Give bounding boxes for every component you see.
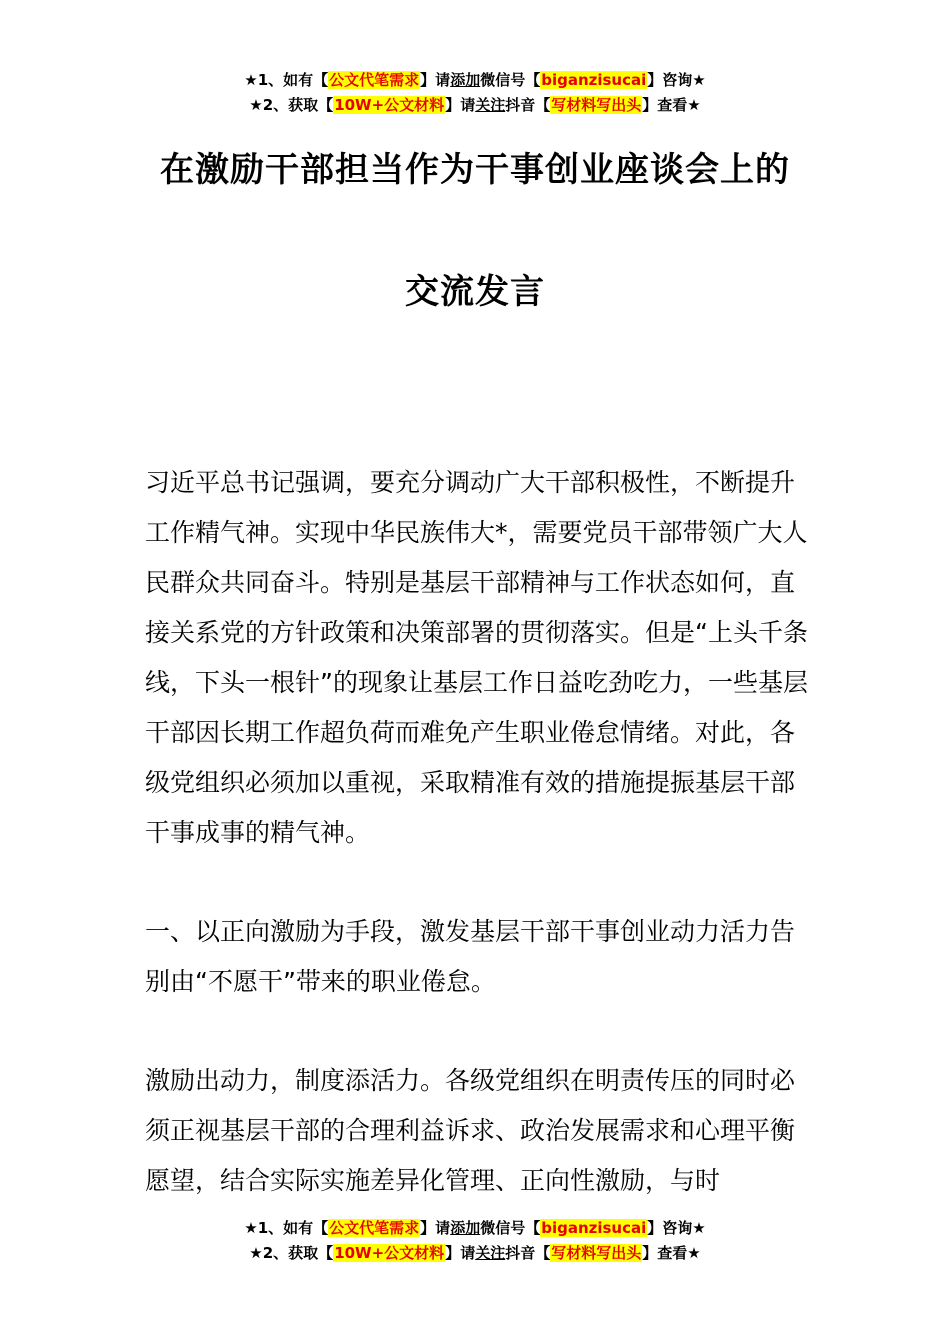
paragraph-text: 一、以正向激励为手段，激发基层干部干事创业动力活力告别由“不愿干”带来的职业倦怠。 bbox=[145, 917, 796, 996]
section-heading-1 bbox=[145, 907, 810, 1007]
promo-highlight: 公文代笔需求 bbox=[329, 71, 420, 89]
promo-douyin-account: 写材料写出头 bbox=[551, 96, 642, 114]
promo-underlined-text: 关注 bbox=[475, 1244, 506, 1262]
promo-line-1 bbox=[0, 68, 950, 93]
document-title-line-2: 交流发言 bbox=[405, 272, 545, 312]
promo-text: 微信号【 bbox=[480, 1219, 541, 1237]
promo-text: ★1、如有【 bbox=[244, 71, 329, 89]
promo-line-1 bbox=[0, 1216, 950, 1241]
promo-text: ★2、获取【 bbox=[249, 1244, 334, 1262]
promo-banner-bottom bbox=[0, 1216, 950, 1266]
promo-banner-top bbox=[0, 68, 950, 118]
promo-line-2 bbox=[0, 93, 950, 118]
promo-wechat-id: biganzisucai bbox=[541, 71, 647, 89]
promo-text: 抖音【 bbox=[505, 1244, 551, 1262]
promo-text: 】查看★ bbox=[642, 96, 701, 114]
promo-highlight: 公文代笔需求 bbox=[329, 1219, 420, 1237]
promo-text: 】咨询★ bbox=[647, 71, 706, 89]
promo-text: 】查看★ bbox=[642, 1244, 701, 1262]
promo-text: ★2、获取【 bbox=[249, 96, 334, 114]
paragraph-text: 激励出动力，制度添活力。各级党组织在明责传压的同时必须正视基层干部的合理利益诉求、政治发展需求和心理平衡愿望，结合实际实施差异化管理、正向性激励，与时 bbox=[145, 1066, 796, 1195]
promo-underlined-text: 添加 bbox=[450, 1219, 481, 1237]
promo-text: 】请 bbox=[420, 1219, 451, 1237]
promo-text: 】咨询★ bbox=[647, 1219, 706, 1237]
promo-text: 】请 bbox=[445, 1244, 476, 1262]
promo-underlined-text: 添加 bbox=[450, 71, 481, 89]
promo-line-2 bbox=[0, 1241, 950, 1266]
promo-highlight: 10W+公文材料 bbox=[334, 96, 445, 114]
promo-text: 】请 bbox=[445, 96, 476, 114]
promo-text: ★1、如有【 bbox=[244, 1219, 329, 1237]
body-paragraph-2 bbox=[145, 1056, 810, 1206]
promo-douyin-account: 写材料写出头 bbox=[551, 1244, 642, 1262]
document-title-line-1: 在激励干部担当作为干事创业座谈会上的 bbox=[160, 150, 790, 190]
body-paragraph-1 bbox=[145, 458, 810, 858]
paragraph-text: 习近平总书记强调，要充分调动广大干部积极性，不断提升工作精气神。实现中华民族伟大*，需要党员干部带领广大人民群众共同奋斗。特别是基层干部精神与工作状态如何，直接关系党的方针政策和决策部署的贯彻落实。但是“上头千条线，下头一根针”的现象让基层工作日益吃劲吃力，一些基层干部因长期工作超负荷而难免产生职业倦怠情绪。对此，各级党组织必须加以重视，采取精准有效的措施提振基层干部干事成事的精气神。 bbox=[145, 468, 808, 847]
promo-text: 】请 bbox=[420, 71, 451, 89]
promo-highlight: 10W+公文材料 bbox=[334, 1244, 445, 1262]
promo-wechat-id: biganzisucai bbox=[541, 1219, 647, 1237]
promo-text: 微信号【 bbox=[480, 71, 541, 89]
promo-underlined-text: 关注 bbox=[475, 96, 506, 114]
promo-text: 抖音【 bbox=[505, 96, 551, 114]
